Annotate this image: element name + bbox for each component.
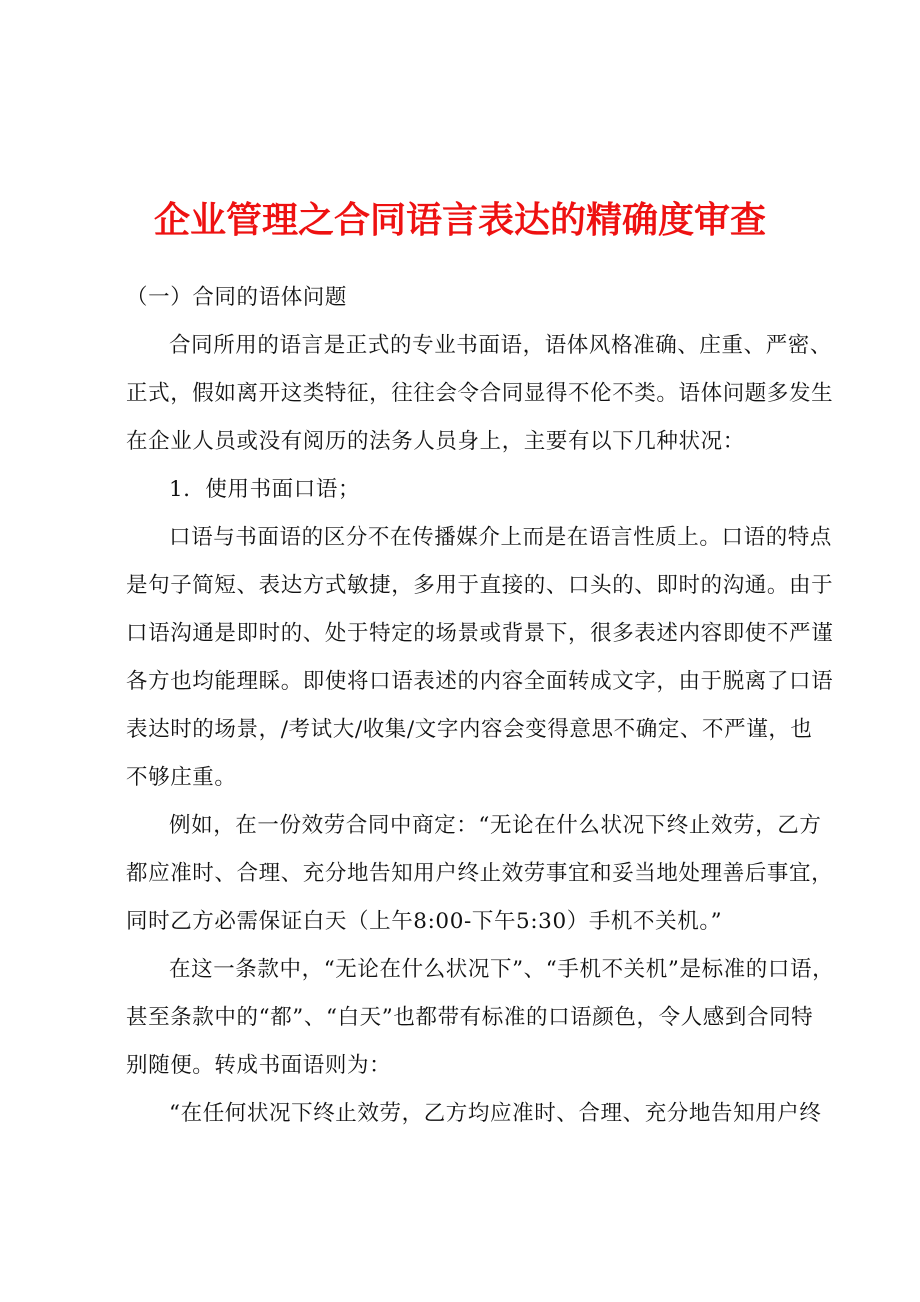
paragraph-2-line-4: 各方也均能理睬。即使将口语表述的内容全面转成文字，由于脱离了口语 [126,669,834,694]
paragraph-3-line-2: 都应准时、合理、充分地告知用户终止效劳事宜和妥当地处理善后事宜， [126,861,834,886]
paragraph-2-line-2: 是句子简短、表达方式敏捷，多用于直接的、口头的、即时的沟通。由于 [126,573,834,598]
paragraph-1-line-2: 正式，假如离开这类特征，往往会令合同显得不伦不类。语体问题多发生 [126,381,834,406]
paragraph-4-line-2: 甚至条款中的“都”、“白天”也都带有标准的口语颜色，令人感到合同特 [126,1005,814,1030]
paragraph-1-line-3: 在企业人员或没有阅历的法务人员身上，主要有以下几种状况： [126,429,745,454]
paragraph-5-line-1: “在任何状况下终止效劳，乙方均应准时、合理、充分地告知用户终 [169,1101,822,1126]
paragraph-2-line-6: 不够庄重。 [126,765,237,790]
paragraph-2-line-3: 口语沟通是即时的、处于特定的场景或背景下，很多表述内容即使不严谨 [126,621,834,646]
paragraph-3-line-3: 同时乙方必需保证白天（上午8:00-下午5:30）手机不关机。” [126,909,723,934]
section-heading: （一）合同的语体问题 [126,285,348,310]
paragraph-3-line-1: 例如，在一份效劳合同中商定：“无论在什么状况下终止效劳，乙方 [169,813,822,838]
document-title: 企业管理之合同语言表达的精确度审查 [153,199,766,241]
paragraph-2-line-1: 口语与书面语的区分不在传播媒介上而是在语言性质上。口语的特点 [169,525,833,550]
list-item-1: 1．使用书面口语； [169,477,361,502]
paragraph-1-line-1: 合同所用的语言是正式的专业书面语，语体风格准确、庄重、严密、 [169,333,833,358]
paragraph-4-line-3: 别随便。转成书面语则为： [126,1053,392,1078]
paragraph-2-line-5: 表达时的场景，/考试大/收集/文字内容会变得意思不确定、不严谨，也 [126,717,813,742]
paragraph-4-line-1: 在这一条款中，“无论在什么状况下”、“手机不关机”是标准的口语， [169,957,835,982]
